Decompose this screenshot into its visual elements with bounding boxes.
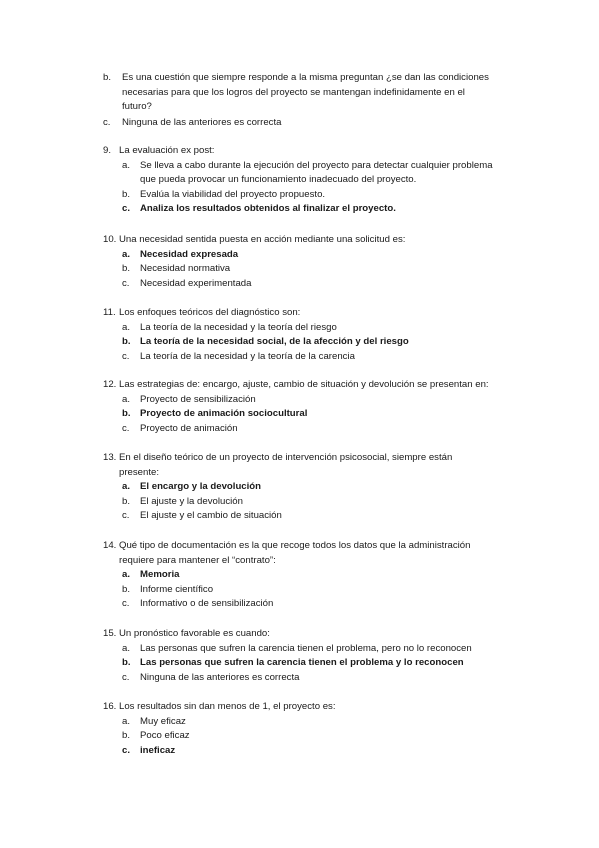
option-text-line: Ninguna de las anteriores es correcta — [122, 117, 282, 128]
option-label: a. — [122, 321, 131, 333]
option-label: b. — [122, 730, 131, 741]
question-number: 15. — [103, 628, 117, 639]
option-text-line: futuro? — [122, 101, 152, 112]
question-number: 16. — [103, 701, 117, 712]
option-label: a. — [122, 159, 131, 171]
option-label: c. — [122, 277, 130, 289]
option-label: a. — [122, 642, 131, 654]
option-label: c. — [122, 350, 130, 362]
question-number: 9. — [103, 145, 112, 156]
question-number: 14. — [103, 540, 117, 551]
option-text-line: Las personas que sufren la carencia tienen el problema y lo reconocen — [140, 657, 464, 668]
option-text-line: ineficaz — [140, 744, 176, 756]
option-text-line: Analiza los resultados obtenidos al finalizar el proyecto. — [140, 203, 396, 214]
question-text-line: presente: — [119, 466, 160, 478]
option-text-line: Es una cuestión que siempre responde a la misma preguntan ¿se dan las condiciones — [122, 72, 489, 83]
option-text-line: Las personas que sufren la carencia tienen el problema, pero no lo reconocen — [140, 642, 472, 654]
option-text-line: Memoria — [140, 569, 180, 580]
question-text-line: Una necesidad sentida puesta en acción mediante una solicitud es: — [119, 234, 406, 245]
question-text-line: La evaluación ex post: — [119, 145, 215, 156]
question-number: 12. — [103, 379, 117, 390]
option-label: b. — [122, 336, 131, 347]
question-text-line: Qué tipo de documentación es la que recoge todos los datos que la administración — [119, 540, 471, 551]
question-text-line: Los enfoques teóricos del diagnóstico son: — [119, 307, 301, 318]
option-label: b. — [103, 72, 112, 83]
option-label: c. — [122, 598, 130, 609]
option-label: a. — [122, 393, 131, 405]
option-label: a. — [122, 569, 131, 580]
option-text-line: Proyecto de sensibilización — [140, 393, 256, 405]
option-label: c. — [122, 422, 130, 434]
option-text-line: Informativo o de sensibilización — [140, 598, 274, 609]
option-label: b. — [122, 263, 131, 274]
option-text-line: Proyecto de animación sociocultural — [140, 408, 308, 419]
option-text-line: Necesidad normativa — [140, 263, 231, 274]
option-text-line: Poco eficaz — [140, 730, 190, 741]
option-text-line: La teoría de la necesidad social, de la afección y del riesgo — [140, 336, 409, 347]
option-label: b. — [122, 657, 131, 668]
option-text-line: necesarias para que los logros del proyecto se mantengan indefinidamente en el — [122, 87, 465, 98]
option-text-line: La teoría de la necesidad y la teoría de la carencia — [140, 350, 355, 362]
option-text-line: El ajuste y la devolución — [140, 495, 243, 507]
option-label: c. — [122, 744, 131, 756]
option-label: a. — [122, 715, 131, 727]
option-label: c. — [122, 671, 130, 683]
option-text-line: que pueda provocar un funcionamiento inadecuado del proyecto. — [140, 174, 417, 185]
option-text-line: Se lleva a cabo durante la ejecución del proyecto para detectar cualquier problema — [140, 159, 493, 171]
question-number: 10. — [103, 234, 117, 245]
option-label: c. — [103, 117, 111, 128]
option-text-line: El encargo y la devolución — [140, 481, 262, 492]
option-text-line: Ninguna de las anteriores es correcta — [140, 671, 300, 683]
option-label: a. — [122, 248, 131, 260]
option-text-line: El ajuste y el cambio de situación — [140, 510, 282, 521]
question-text-line: Un pronóstico favorable es cuando: — [119, 628, 270, 639]
question-text-line: Los resultados sin dan menos de 1, el proyecto es: — [119, 701, 336, 712]
question-text-line: En el diseño teórico de un proyecto de intervención psicosocial, siempre están — [119, 452, 453, 463]
option-label: b. — [122, 188, 131, 200]
question-text-line: requiere para mantener el “contrato”: — [119, 554, 276, 566]
question-text-line: Las estrategias de: encargo, ajuste, cambio de situación y devolución se presentan en: — [119, 379, 489, 390]
question-number: 11. — [103, 307, 116, 318]
option-label: c. — [122, 203, 131, 214]
option-label: b. — [122, 495, 131, 507]
option-text-line: Evalúa la viabilidad del proyecto propuesto. — [140, 188, 326, 200]
option-label: a. — [122, 481, 131, 492]
question-number: 13. — [103, 452, 117, 463]
option-text-line: Necesidad experimentada — [140, 277, 252, 289]
option-text-line: Necesidad expresada — [140, 248, 239, 260]
option-label: b. — [122, 583, 131, 595]
option-text-line: Proyecto de animación — [140, 422, 238, 434]
option-text-line: Informe científico — [140, 583, 214, 595]
option-label: b. — [122, 408, 131, 419]
option-text-line: La teoría de la necesidad y la teoría del riesgo — [140, 321, 337, 333]
option-label: c. — [122, 510, 130, 521]
option-text-line: Muy eficaz — [140, 715, 186, 727]
